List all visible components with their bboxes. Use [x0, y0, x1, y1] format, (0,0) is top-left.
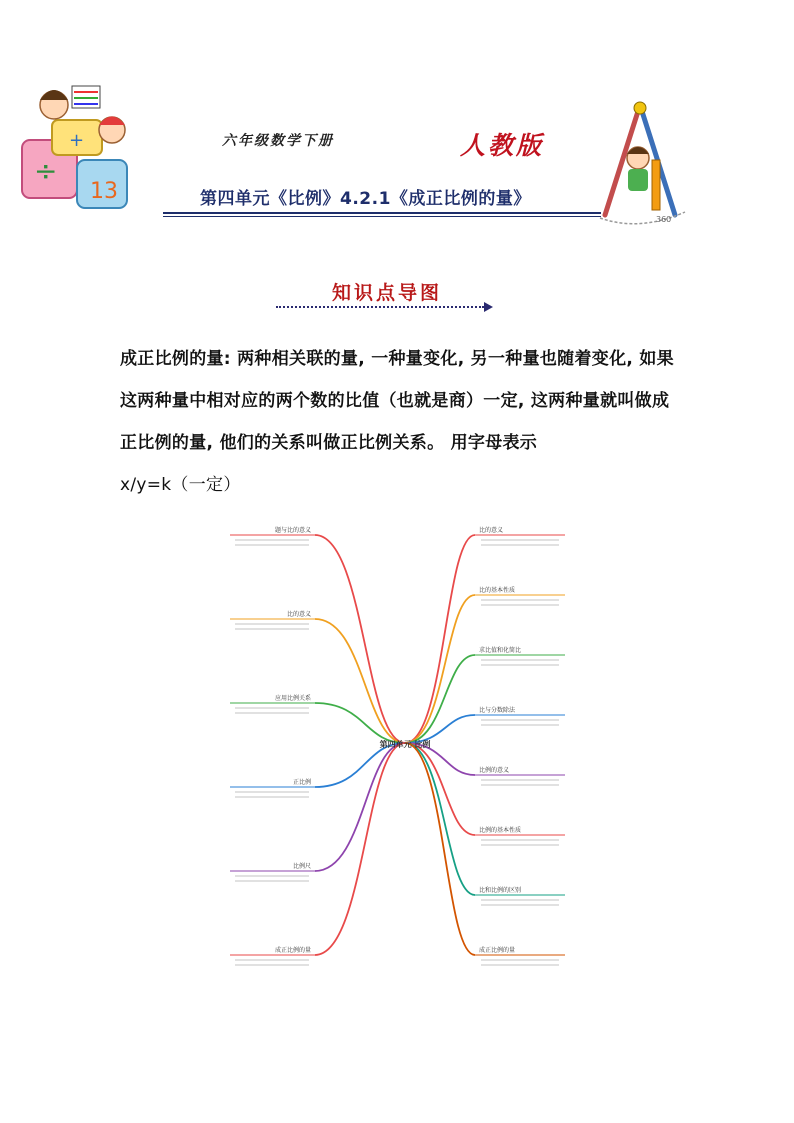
mind-map	[205, 515, 595, 970]
header-divider	[163, 212, 601, 214]
right-branch-label: 比例的意义	[479, 767, 510, 774]
grade-label: 六年级数学下册	[222, 133, 334, 149]
header-divider-thin	[163, 216, 601, 217]
left-branch-label: 比例尺	[292, 863, 311, 870]
right-branch-label: 比与分数除法	[479, 707, 516, 714]
compass-boy-clipart	[590, 100, 700, 230]
left-branch-label: 成正比例的量	[274, 947, 311, 954]
lesson-title: 第四单元《比例》4.2.1《成正比例的量》	[200, 189, 531, 209]
definition-paragraph	[120, 338, 685, 506]
svg-text:+: +	[69, 130, 85, 151]
svg-text:÷: ÷	[34, 154, 58, 187]
right-branch-line	[405, 655, 475, 743]
right-branch-label: 比例的基本性质	[479, 827, 522, 834]
left-branch-line	[315, 535, 405, 743]
right-branch-label: 比的基本性质	[479, 587, 516, 594]
edition-label: 人教版	[460, 131, 545, 160]
right-branch-line	[405, 595, 475, 743]
mind-map-center: 第四单元 比例	[379, 740, 431, 749]
definition-formula: x/y=k（一定）	[120, 475, 241, 495]
right-branch-line	[405, 535, 475, 743]
right-branch-label: 比的意义	[479, 527, 504, 534]
dotted-divider	[276, 306, 484, 308]
left-branch-line	[315, 619, 405, 743]
left-branch-line	[315, 743, 405, 955]
left-branch-label: 应用比例关系	[274, 695, 311, 702]
kids-blocks-clipart	[12, 80, 152, 220]
right-branch-label: 比和比例的区别	[479, 887, 522, 894]
left-branch-label: 题与比的意义	[274, 527, 311, 534]
svg-text:360: 360	[656, 215, 672, 224]
section-title: 知识点导图	[332, 282, 443, 304]
left-branch-label: 比的意义	[286, 611, 311, 618]
left-branch-line	[315, 743, 405, 871]
svg-text:13: 13	[90, 179, 118, 204]
right-branch-line	[405, 743, 475, 955]
divider-arrow-icon	[484, 302, 493, 312]
right-branch-label: 成正比例的量	[479, 947, 516, 954]
right-branch-label: 求比值和化简比	[479, 647, 522, 654]
definition-text: 成正比例的量: 两种相关联的量, 一种量变化, 另一种量也随着变化, 如果这两种量中相对应的两个数的比值（也就是商）一定, 这两种量就叫做成正比例的量, 他们的关系叫做正比例关系。 用字母表示	[120, 349, 674, 453]
right-branch-line	[405, 743, 475, 895]
left-branch-label: 正比例	[292, 779, 311, 786]
